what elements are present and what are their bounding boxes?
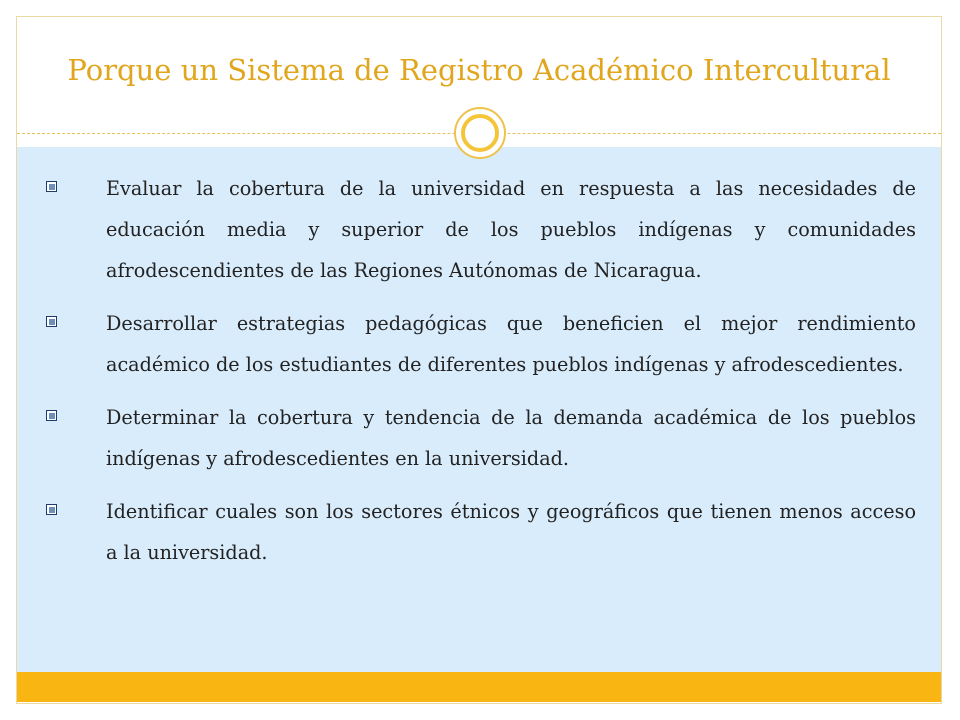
ring-ornament-inner-icon [461, 114, 499, 152]
bullet-list [44, 168, 916, 585]
bullet-text: Desarrollar estrategias pedagógicas que beneficien el mejor rendimiento académico de los estudiantes de diferentes pueblos indígenas y afrodescedientes. [106, 312, 916, 376]
bullet-text: Determinar la cobertura y tendencia de la demanda académica de los pueblos indígenas y afrodescedientes en la universidad. [106, 406, 916, 470]
checkbox-square-icon [44, 397, 106, 437]
footer-bar [17, 672, 941, 702]
bullet-item [44, 168, 916, 291]
checkbox-square-icon [44, 303, 106, 343]
bullet-text: Identificar cuales son los sectores étnicos y geográficos que tienen menos acceso a la universidad. [106, 500, 916, 564]
bullet-item [44, 491, 916, 573]
slide-title: Porque un Sistema de Registro Académico Intercultural [67, 53, 891, 87]
checkbox-square-icon [44, 491, 106, 531]
bullet-item [44, 303, 916, 385]
bullet-item [44, 397, 916, 479]
bullet-text: Evaluar la cobertura de la universidad en respuesta a las necesidades de educación media y superior de los pueblos indígenas y comunidades afrodescendientes de las Regiones Autónomas de Nicaragua. [106, 177, 916, 282]
checkbox-square-icon [44, 168, 106, 208]
